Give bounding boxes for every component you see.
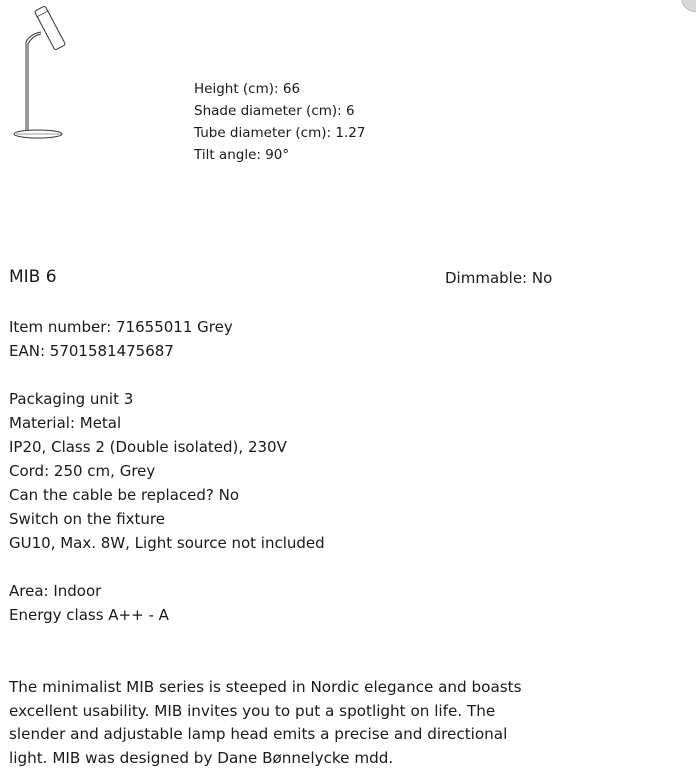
area-info [9,579,169,627]
tube-diameter-spec: Tube diameter (cm): 1.27 [194,125,366,141]
detail-line: Material: Metal [9,414,122,432]
table-lamp-icon [8,0,78,145]
detail-line: GU10, Max. 8W, Light source not included [9,534,325,552]
detail-line: Packaging unit 3 [9,390,134,408]
dimension-specs [194,78,365,166]
product-details [9,387,325,555]
item-number: Item number: 71655011 Grey [9,318,233,336]
ean-code: EAN: 5701581475687 [9,342,174,360]
energy-class: Energy class A++ - A [9,606,169,624]
shade-diameter-spec: Shade diameter (cm): 6 [194,103,355,119]
detail-line: Can the cable be replaced? No [9,486,240,504]
detail-line: IP20, Class 2 (Double isolated), 230V [9,438,287,456]
detail-line: Switch on the fixture [9,510,165,528]
shape-fragment-icon [676,0,696,14]
detail-line: Cord: 250 cm, Grey [9,462,156,480]
model-name: MIB 6 [9,267,57,287]
dimmable-info: Dimmable: No [445,269,553,287]
product-identifiers [9,315,233,363]
product-description: The minimalist MIB series is steeped in Nordic elegance and boasts excellent usability. MIB invites you to put a spotlight on life. The slender and adjustable lamp head emits a precise and directional light. MIB was designed by Dane Bønnelycke mdd. [9,678,522,767]
height-spec: Height (cm): 66 [194,81,301,97]
tilt-angle-spec: Tilt angle: 90° [194,147,290,163]
area-location: Area: Indoor [9,582,102,600]
